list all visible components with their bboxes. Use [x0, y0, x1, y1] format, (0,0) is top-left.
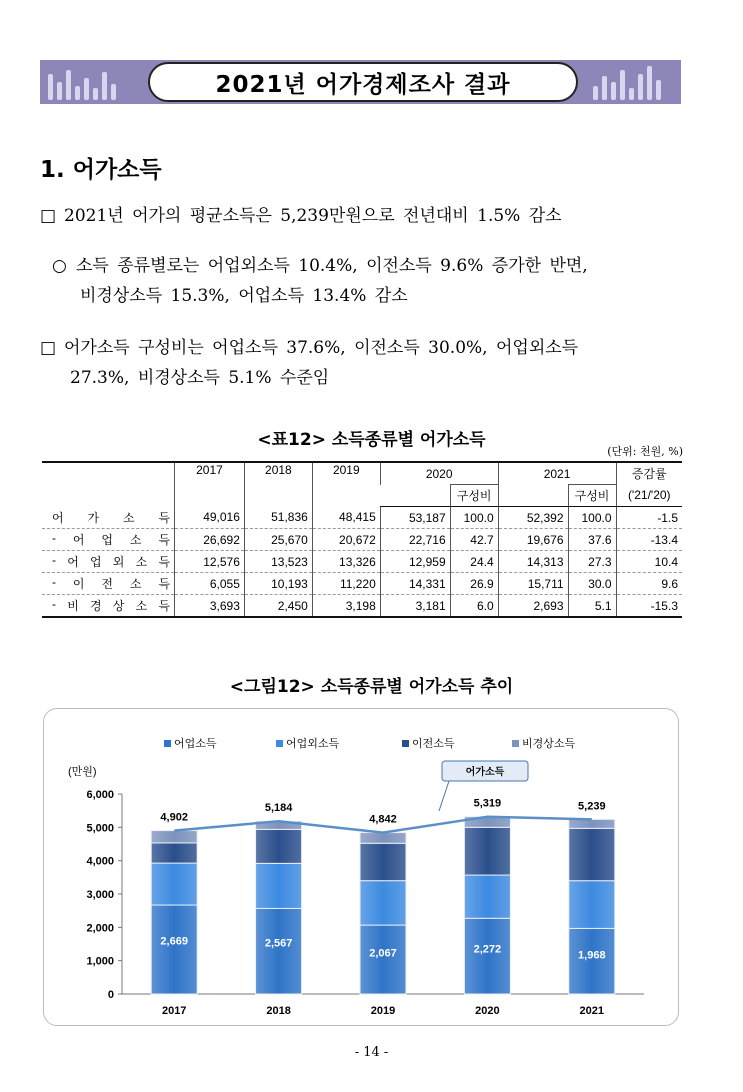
x-tick-label: 2020: [475, 1005, 500, 1017]
table-cell-y2018: 10,193: [244, 573, 312, 595]
row-label-char: 어: [72, 533, 85, 547]
row-label-char: 득: [158, 533, 170, 547]
table-cell-y2017: 26,692: [175, 529, 245, 551]
report-title: 2021년 어가경제조사 결과: [148, 62, 578, 102]
banner-bar-decoration-right: [571, 60, 681, 104]
table-cell-change: -1.5: [616, 507, 682, 529]
table-cell-y2021: 14,313: [498, 551, 568, 573]
circle-bullet: ○: [52, 256, 67, 276]
y-tick-label: 3,000: [86, 889, 114, 901]
paragraph-3-line-2: 27.3%, 비경상소득 5.1% 수준임: [70, 368, 330, 388]
row-label-char: 이: [72, 577, 85, 591]
table-cell-y2021: 2,693: [498, 595, 568, 618]
line-callout-pointer: [439, 781, 449, 811]
row-label-char: 소: [122, 510, 135, 525]
row-label-char: 득: [158, 510, 170, 525]
total-value-label: 5,239: [578, 800, 606, 813]
row-label: [42, 529, 175, 551]
table-cell-y2019: 3,198: [312, 595, 380, 618]
row-label-char: 소: [135, 599, 148, 613]
row-label-char: 상: [112, 599, 125, 613]
y-tick-label: 4,000: [86, 855, 114, 868]
row-label-char: 비: [67, 599, 79, 613]
bar-value-label: 2,669: [160, 935, 188, 948]
legend-label: 비경상소득: [522, 738, 576, 750]
bar-segment: [569, 881, 615, 929]
bar-segment: [151, 905, 197, 994]
paragraph-3: [40, 333, 578, 393]
legend-swatch: [276, 740, 283, 747]
table-cell-s2021: 30.0: [568, 573, 616, 595]
bar-segment: [151, 863, 197, 905]
table-cell-y2018: 2,450: [244, 595, 312, 618]
row-label-char: -: [52, 553, 56, 567]
legend-swatch: [164, 740, 171, 747]
income-table: [42, 461, 682, 618]
table-row: [42, 595, 682, 618]
paragraph-1-text: 2021년 어가의 평균소득은 5,239만원으로 전년대비 1.5% 감소: [64, 206, 562, 226]
square-bullet: □: [40, 206, 57, 226]
table-cell-y2020: 22,716: [380, 529, 450, 551]
table-cell-y2017: 12,576: [175, 551, 245, 573]
table-cell-y2017: 3,693: [175, 595, 245, 618]
table-cell-y2018: 51,836: [244, 507, 312, 529]
y-tick-label: 2,000: [86, 922, 114, 935]
bar-segment: [256, 908, 302, 994]
legend-label: 이전소득: [412, 738, 455, 750]
table-cell-y2020: 53,187: [380, 507, 450, 529]
legend-swatch: [512, 740, 519, 747]
y-tick-label: 0: [107, 989, 114, 1001]
row-label-char: 업: [90, 555, 102, 569]
row-label-char: -: [52, 531, 56, 545]
table-cell-y2020: 14,331: [380, 573, 450, 595]
table-cell-s2021: 100.0: [568, 507, 616, 529]
bar-value-label: 2,272: [473, 943, 502, 956]
table-title: <표12> 소득종류별 어가소득: [257, 430, 486, 450]
header-2020-value: [380, 485, 450, 507]
table-cell-s2021: 37.6: [568, 529, 616, 551]
legend-swatch: [402, 740, 409, 747]
y-tick-label: 5,000: [86, 822, 114, 835]
table-cell-y2019: 13,326: [312, 551, 380, 573]
header-2021-value: [498, 485, 568, 507]
y-tick-label: 1,000: [86, 955, 114, 968]
table-cell-y2017: 6,055: [175, 573, 245, 595]
header-2021: 2021: [498, 462, 616, 485]
row-label-char: 득: [158, 555, 170, 569]
bar-segment: [569, 819, 615, 828]
legend-label: 어업소득: [174, 738, 217, 750]
table-cell-s2020: 42.7: [450, 529, 498, 551]
table-cell-y2018: 25,670: [244, 529, 312, 551]
legend-label: 어업외소득: [286, 738, 340, 750]
paragraph-3-line-1: 어가소득 구성비는 어업소득 37.6%, 이전소득 30.0%, 어업외소득: [64, 338, 579, 358]
table-row: [42, 573, 682, 595]
row-label-char: 소: [129, 577, 142, 591]
table-cell-change: -13.4: [616, 529, 682, 551]
table-cell-y2019: 11,220: [312, 573, 380, 595]
row-label-char: -: [52, 597, 56, 611]
bar-segment: [464, 918, 510, 994]
bar-segment: [256, 829, 302, 863]
row-label-char: 어: [52, 510, 64, 525]
row-label-char: 득: [158, 577, 170, 591]
row-label-char: 경: [90, 599, 102, 613]
chart-frame: [43, 708, 679, 1026]
x-tick-label: 2017: [161, 1005, 187, 1017]
table-cell-y2019: 20,672: [312, 529, 380, 551]
paragraph-2: [52, 251, 588, 311]
banner-bar-decoration-left: [40, 60, 150, 104]
bar-segment: [151, 843, 197, 863]
paragraph-1: [40, 201, 562, 231]
table-cell-y2019: 48,415: [312, 507, 380, 529]
paragraph-2-line-2: 비경상소득 15.3%, 어업소득 13.4% 감소: [80, 286, 408, 306]
bar-segment: [569, 828, 615, 880]
table-cell-y2017: 49,016: [175, 507, 245, 529]
bar-value-label: 1,968: [578, 949, 606, 962]
header-change: 증감률: [616, 462, 682, 485]
y-tick-label: 6,000: [86, 789, 114, 801]
bar-value-label: 2,067: [369, 947, 397, 960]
table-row: [42, 529, 682, 551]
table-cell-s2021: 5.1: [568, 595, 616, 618]
header-2021-share: 구성비: [568, 485, 616, 507]
bar-segment: [464, 875, 510, 918]
table-row: [42, 507, 682, 529]
bar-segment: [256, 863, 302, 908]
paragraph-2-line-1: 소득 종류별로는 어업외소득 10.4%, 이전소득 9.6% 증가한 반면,: [76, 256, 588, 276]
header-2020-share: 구성비: [450, 485, 498, 507]
bar-segment: [464, 827, 510, 875]
row-label: [42, 595, 175, 618]
row-label-char: 업: [101, 533, 113, 547]
row-label-char: 전: [101, 577, 113, 591]
figure-title: <그림12> 소득종류별 어가소득 추이: [229, 677, 514, 697]
total-value-label: 4,902: [160, 811, 188, 824]
table-cell-y2021: 15,711: [498, 573, 568, 595]
title-banner: [40, 60, 681, 104]
table-cell-y2020: 3,181: [380, 595, 450, 618]
table-cell-s2020: 6.0: [450, 595, 498, 618]
table-cell-y2021: 52,392: [498, 507, 568, 529]
x-tick-label: 2018: [266, 1005, 291, 1017]
bar-segment: [360, 843, 406, 880]
table-cell-s2020: 100.0: [450, 507, 498, 529]
y-axis-label: (만원): [68, 766, 97, 778]
row-label: [42, 507, 175, 529]
table-unit: (단위: 천원, %): [607, 445, 683, 458]
bar-value-label: 2,567: [264, 937, 293, 950]
row-label-char: 가: [87, 510, 100, 525]
bar-segment: [151, 831, 197, 843]
section-title: 1. 어가소득: [40, 157, 162, 183]
table-cell-change: 9.6: [616, 573, 682, 595]
row-label-char: 소: [135, 555, 148, 569]
table-cell-s2020: 26.9: [450, 573, 498, 595]
table-cell-y2018: 13,523: [244, 551, 312, 573]
total-value-label: 5,319: [473, 797, 502, 810]
header-2017: 2017: [175, 462, 245, 507]
table-cell-y2020: 12,959: [380, 551, 450, 573]
table-row: [42, 551, 682, 573]
bar-segment: [360, 881, 406, 925]
row-label-char: 소: [129, 533, 142, 547]
row-label-char: -: [52, 575, 56, 589]
row-label-char: 득: [158, 599, 170, 613]
header-2018: 2018: [244, 462, 312, 507]
total-value-label: 4,842: [369, 813, 397, 826]
x-tick-label: 2019: [370, 1005, 396, 1017]
table-cell-y2021: 19,676: [498, 529, 568, 551]
header-empty: [42, 462, 175, 507]
header-change-period: ('21/'20): [616, 485, 682, 507]
table-cell-change: -15.3: [616, 595, 682, 618]
header-2020: 2020: [380, 462, 498, 485]
row-label: [42, 551, 175, 573]
header-2019: 2019: [312, 462, 380, 507]
line-callout-label: 어가소득: [465, 767, 505, 778]
x-tick-label: 2021: [579, 1005, 605, 1017]
row-label: [42, 573, 175, 595]
table-cell-change: 10.4: [616, 551, 682, 573]
bar-segment: [360, 833, 406, 844]
square-bullet: □: [40, 338, 57, 358]
stacked-bar-chart: [44, 709, 678, 1025]
table-cell-s2021: 27.3: [568, 551, 616, 573]
total-value-label: 5,184: [264, 802, 293, 815]
table-cell-s2020: 24.4: [450, 551, 498, 573]
page-number: - 14 -: [354, 1045, 389, 1060]
row-label-char: 어: [67, 555, 79, 569]
row-label-char: 외: [112, 555, 125, 569]
